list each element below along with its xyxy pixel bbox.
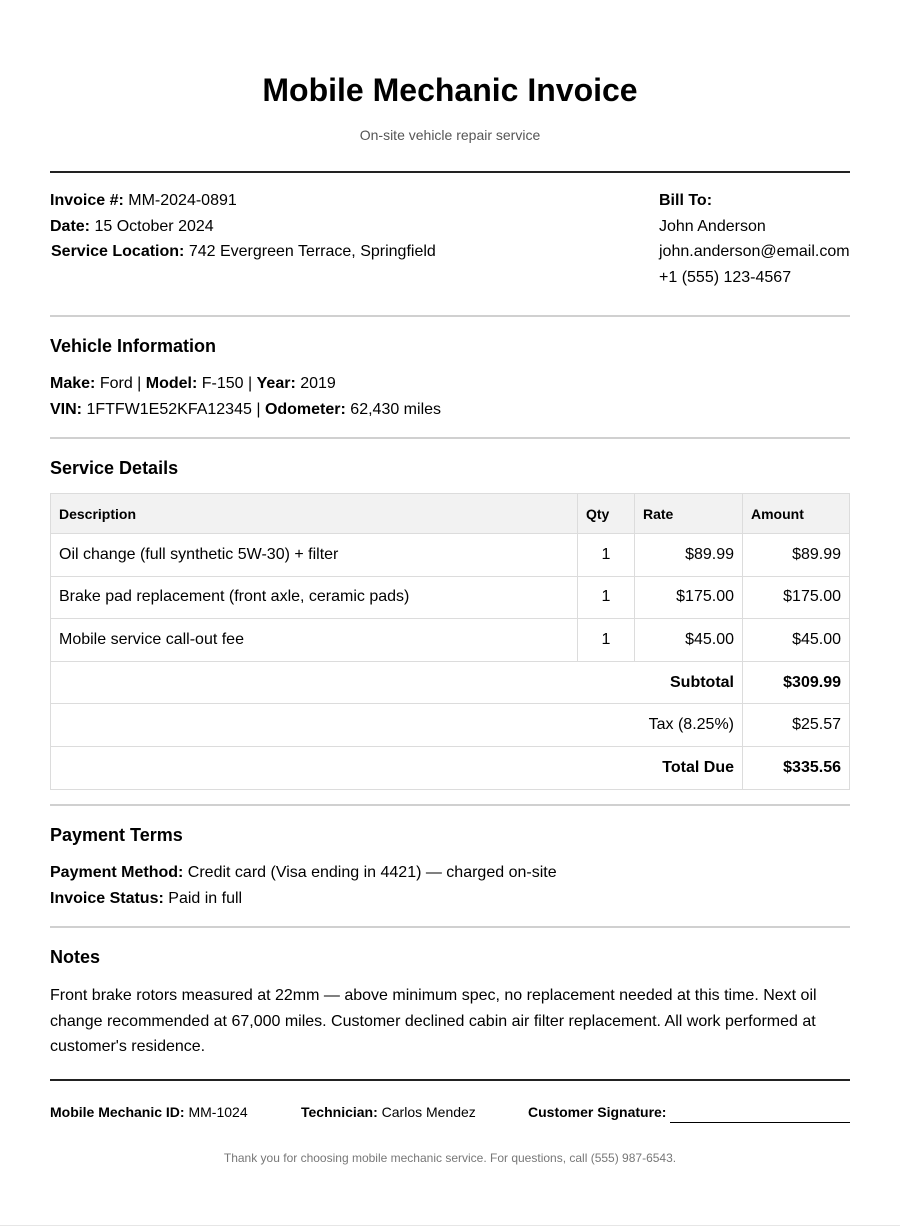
subtotal-value: $309.99: [743, 661, 850, 704]
mechanic-id-value: MM-1024: [188, 1104, 248, 1120]
year-label: Year:: [256, 375, 296, 392]
notes-text: Front brake rotors measured at 22mm — above minimum spec, no replacement needed at this time. Next oil change recommended at 67,000 miles. Customer declined cabin air filter replacement. All work performed at customer's residence.: [50, 987, 817, 1055]
vehicle-heading: Vehicle Information: [50, 336, 217, 356]
vin-value: 1FTFW1E52KFA12345: [86, 401, 252, 418]
table-row: [51, 534, 850, 577]
year-value: 2019: [300, 375, 336, 392]
tax-label: Tax (8.25%): [51, 704, 743, 747]
row-amount: $89.99: [743, 534, 850, 577]
row-qty: 1: [578, 534, 635, 577]
invoice-status-value: Paid in full: [168, 890, 243, 907]
vehicle-line-2: [50, 400, 441, 420]
row-amount: $175.00: [743, 576, 850, 619]
page-bottom-edge: [0, 1225, 900, 1226]
invoice-date-label: Date:: [50, 218, 91, 235]
row-qty: 1: [578, 619, 635, 662]
bill-to-name: John Anderson: [659, 218, 766, 235]
subtotal-row: [51, 661, 850, 704]
column-header-qty: Qty: [578, 494, 635, 534]
column-header-description: Description: [51, 494, 578, 534]
payment-method-label: Payment Method:: [50, 864, 184, 881]
payment-method: [50, 863, 557, 883]
vin-label: VIN:: [50, 401, 82, 418]
model-value: F-150: [201, 375, 244, 392]
section-divider: [50, 437, 850, 439]
table-row: [51, 576, 850, 619]
mechanic-id: [50, 1104, 248, 1120]
bill-to-heading: Bill To:: [659, 192, 713, 209]
services-table: [50, 493, 850, 790]
page-subtitle: On-site vehicle repair service: [359, 127, 541, 143]
table-header-row: [51, 494, 850, 534]
row-rate: $175.00: [635, 576, 743, 619]
table-row: [51, 619, 850, 662]
signature-line[interactable]: [670, 1122, 850, 1123]
technician-value: Carlos Mendez: [381, 1104, 476, 1120]
row-description: Brake pad replacement (front axle, ceramic pads): [51, 576, 578, 619]
row-rate: $89.99: [635, 534, 743, 577]
invoice-date-value: 15 October 2024: [94, 218, 214, 235]
payment-method-value: Credit card (Visa ending in 4421) — charged on-site: [187, 864, 557, 881]
technician: [301, 1104, 476, 1120]
invoice-status: [50, 889, 242, 909]
total-value: $335.56: [743, 746, 850, 789]
row-rate: $45.00: [635, 619, 743, 662]
service-location-label: Service Location:: [51, 243, 185, 260]
tax-row: [51, 704, 850, 747]
technician-label: Technician:: [301, 1104, 378, 1120]
row-qty: 1: [578, 576, 635, 619]
page-title: Mobile Mechanic Invoice: [262, 72, 638, 108]
row-description: Mobile service call-out fee: [51, 619, 578, 662]
separator: |: [137, 375, 142, 392]
section-divider: [50, 926, 850, 928]
mechanic-id-label: Mobile Mechanic ID:: [50, 1104, 185, 1120]
invoice-number-value: MM-2024-0891: [128, 192, 237, 209]
make-value: Ford: [99, 375, 133, 392]
total-label: Total Due: [51, 746, 743, 789]
section-divider: [50, 315, 850, 317]
bill-to-label: [659, 191, 712, 211]
row-description: Oil change (full synthetic 5W-30) + filter: [51, 534, 578, 577]
separator: |: [248, 375, 253, 392]
invoice-number-label: Invoice #:: [50, 192, 124, 209]
invoice-status-label: Invoice Status:: [50, 890, 164, 907]
payment-heading: Payment Terms: [50, 825, 183, 845]
notes-heading: Notes: [50, 947, 101, 967]
column-header-amount: Amount: [743, 494, 850, 534]
section-divider: [50, 804, 850, 806]
bill-to-phone: +1 (555) 123-4567: [659, 269, 792, 286]
services-heading: Service Details: [50, 458, 179, 478]
invoice-date: [50, 217, 214, 237]
make-label: Make:: [50, 375, 96, 392]
odometer-label: Odometer:: [264, 401, 346, 418]
row-amount: $45.00: [743, 619, 850, 662]
vehicle-line-1: [50, 374, 336, 394]
model-label: Model:: [145, 375, 198, 392]
header-divider: [50, 171, 850, 173]
bill-to-email: john.anderson@email.com: [659, 243, 850, 260]
tax-value: $25.57: [743, 704, 850, 747]
invoice-number: [50, 191, 237, 211]
footer-divider: [50, 1079, 850, 1081]
thank-you-note: Thank you for choosing mobile mechanic service. For questions, call (555) 987-6543.: [223, 1151, 677, 1165]
column-header-rate: Rate: [635, 494, 743, 534]
subtotal-label: Subtotal: [51, 661, 743, 704]
service-location-value: 742 Evergreen Terrace, Springfield: [188, 243, 436, 260]
service-location: [51, 242, 436, 262]
separator: |: [256, 401, 261, 418]
odometer-value: 62,430 miles: [350, 401, 442, 418]
customer-signature-label: Customer Signature:: [528, 1104, 667, 1120]
customer-signature: [528, 1104, 666, 1120]
total-row: [51, 746, 850, 789]
